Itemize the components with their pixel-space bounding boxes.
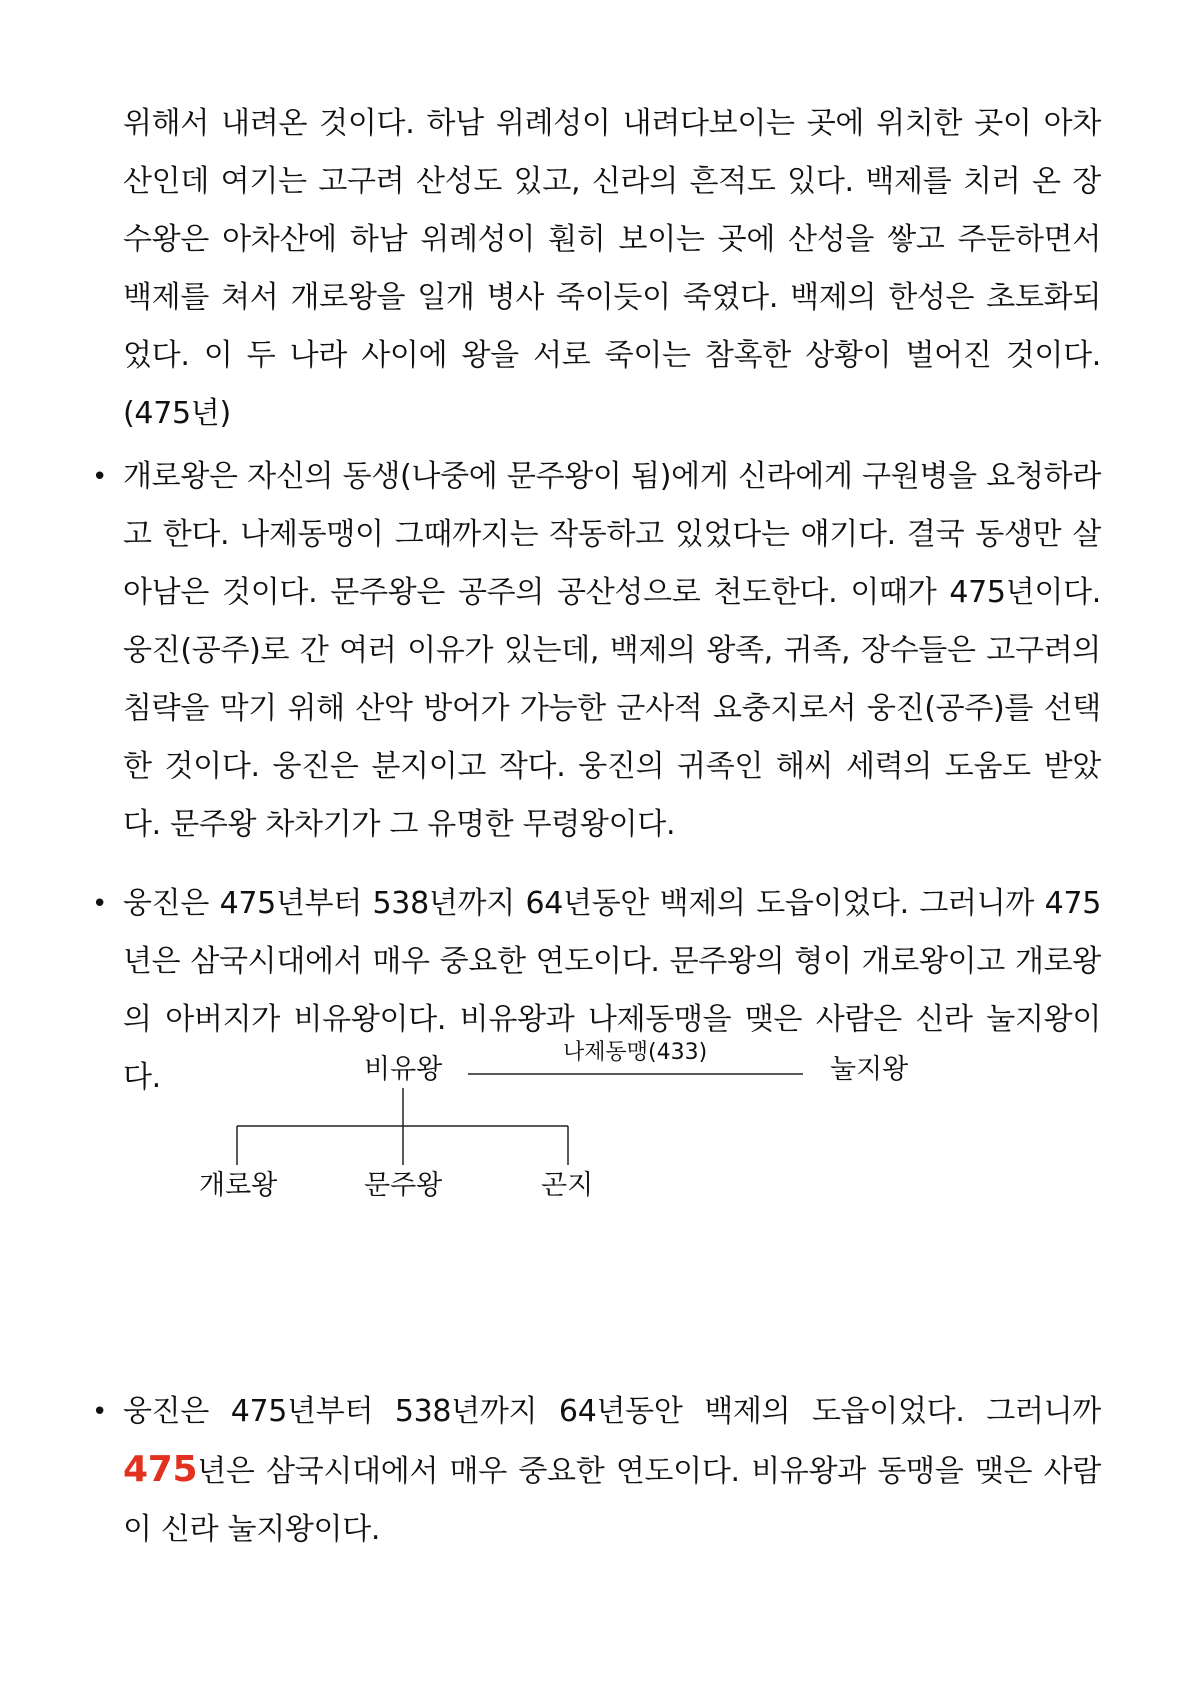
- family-tree-lines: [200, 1110, 920, 1310]
- bullet-marker: •: [92, 462, 108, 492]
- node-gaero-king: 개로왕: [199, 1170, 278, 1201]
- paragraph-ungjin-capital: 웅진은 475년부터 538년까지 64년동안 백제의 도읍이었다. 그러니까 475년은 삼국시대에서 매우 중요한 연도이다. 문주왕의 형이 개로왕이고 개로왕의 아버지가 비유왕이다. 비유왕과 나제동맹을 맺은 사람은 신라 눌지왕이다.: [123, 886, 1101, 1095]
- node-nulji-king: 눌지왕: [830, 1054, 909, 1085]
- bullet-marker: •: [92, 1397, 108, 1427]
- node-gonji: 곤지: [541, 1170, 594, 1201]
- highlight-year: 475: [123, 1449, 198, 1490]
- node-biyu-king: 비유왕: [364, 1054, 443, 1085]
- paragraph-continuation: 위해서 내려온 것이다. 하남 위례성이 내려다보이는 곳에 위치한 곳이 아차산인데 여기는 고구려 산성도 있고, 신라의 흔적도 있다. 백제를 치러 온 장수왕은 아차산에 하남 위례성이 훤히 보이는 곳에 산성을 쌓고 주둔하면서 백제를 쳐서 개로왕을 일개 병사 죽이듯이 죽였다. 백제의 한성은 초토화되었다. 이 두 나라 사이에 왕을 서로 죽이는 참혹한 상황이 벌어진 것이다.(475년): [123, 106, 1101, 431]
- summary-text-start: 웅진은 475년부터 538년까지 64년동안 백제의 도읍이었다. 그러니까: [123, 1394, 1101, 1429]
- paragraph-gaero-king: 개로왕은 자신의 동생(나중에 문주왕이 됨)에게 신라에게 구원병을 요청하라고 한다. 나제동맹이 그때까지는 작동하고 있었다는 얘기다. 결국 동생만 살아남은 것이다. 문주왕은 공주의 공산성으로 천도한다. 이때가 475년이다. 웅진(공주)로 간 여러 이유가 있는데, 백제의 왕족, 귀족, 장수들은 고구려의 침략을 막기 위해 산악 방어가 가능한 군사적 요충지로서 웅진(공주)를 선택한 것이다. 웅진은 분지이고 작다. 웅진의 귀족인 해씨 세력의 도움도 받았다. 문주왕 차차기가 그 유명한 무령왕이다.: [123, 459, 1101, 842]
- alliance-label: 나제동맹(433): [563, 1040, 708, 1065]
- family-tree-diagram: [200, 1110, 920, 1310]
- bullet-marker: •: [92, 889, 108, 919]
- summary-text-end: 년은 삼국시대에서 매우 중요한 연도이다. 비유왕과 동맹을 맺은 사람이 신라 눌지왕이다.: [123, 1454, 1101, 1547]
- paragraph-summary: [123, 1383, 1101, 1559]
- node-munju-king: 문주왕: [364, 1170, 443, 1201]
